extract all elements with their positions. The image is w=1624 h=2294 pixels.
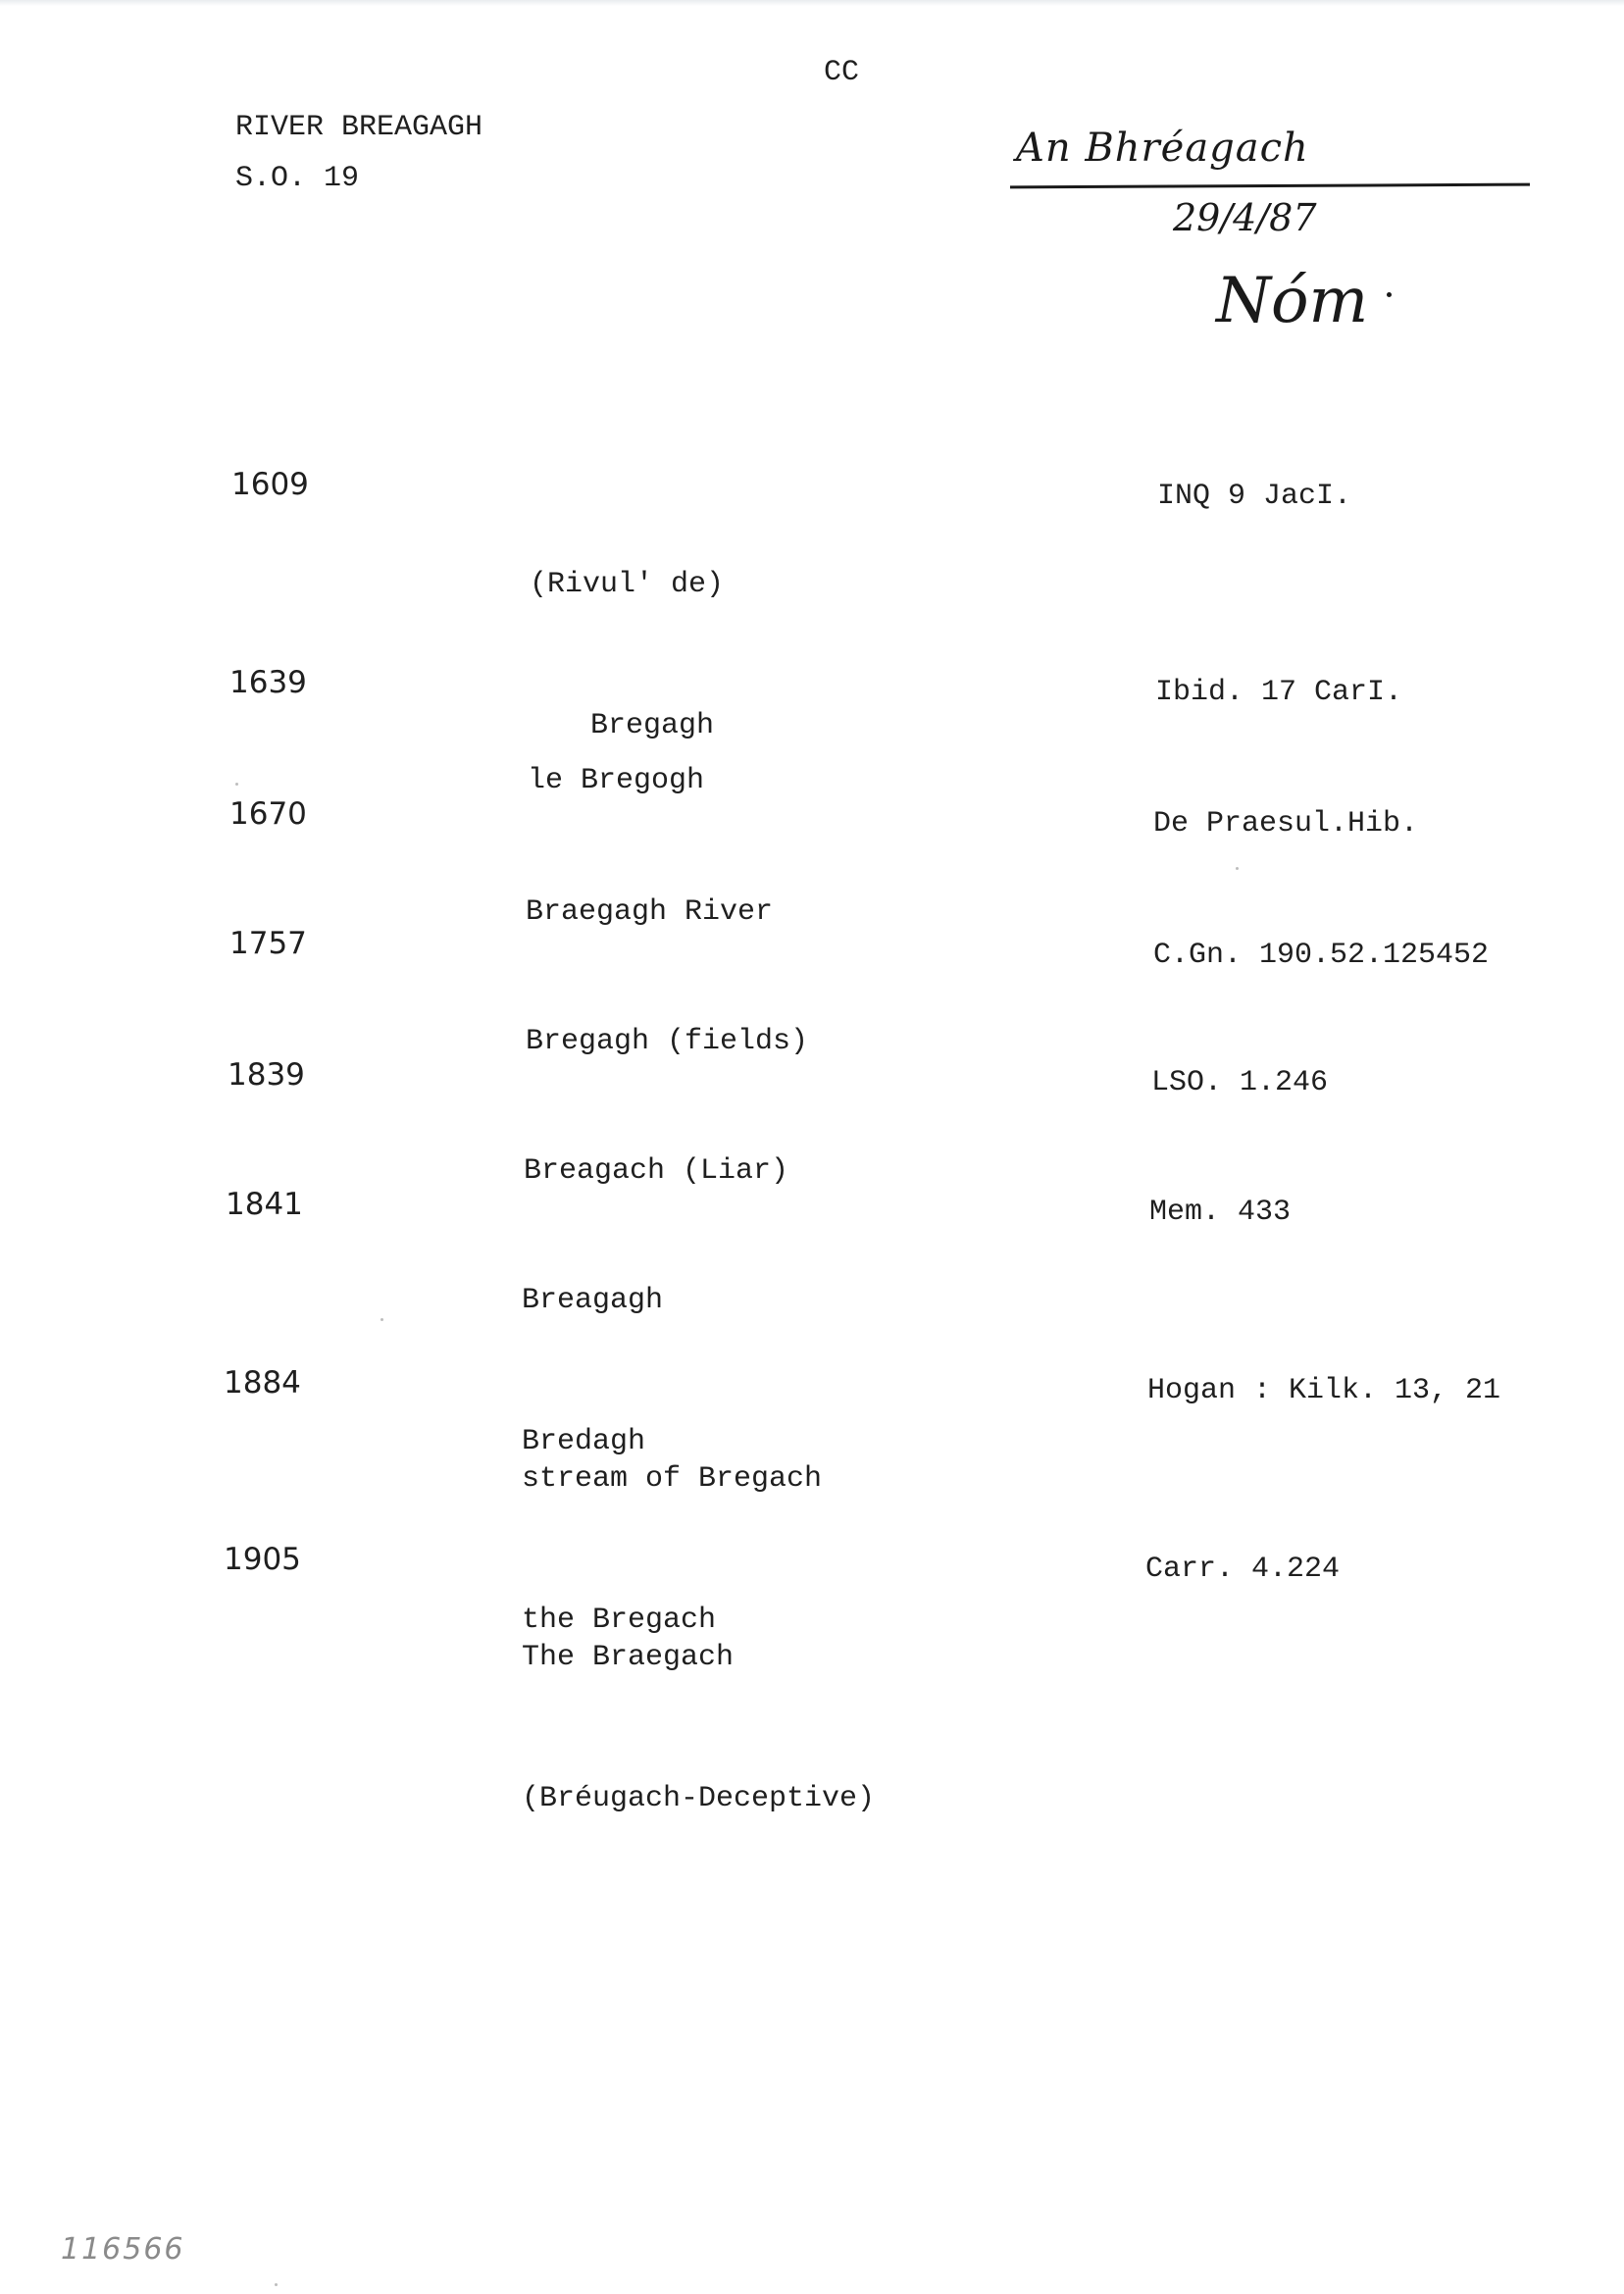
handwritten-underline <box>1010 183 1530 189</box>
entry-name-line: stream of Bregach <box>522 1462 823 1496</box>
entry-year: 1639 <box>229 665 307 700</box>
entry-name-line: (Rivul' de) <box>530 568 725 601</box>
entry-source: Ibid. 17 CarI. <box>1155 676 1403 709</box>
entry-name-line: Breagach (Liar) <box>524 1154 789 1188</box>
entry-source: Carr. 4.224 <box>1145 1553 1341 1586</box>
entry-year: 1839 <box>228 1057 305 1093</box>
scanned-page-edge <box>0 0 1624 6</box>
document-title: RIVER BREAGAGH <box>235 111 483 144</box>
entry-year: 1884 <box>224 1365 301 1401</box>
entry-name-line: le Bregogh <box>528 764 705 797</box>
entry-name-line: Breagagh <box>522 1284 664 1317</box>
entry-name-line: Braegagh River <box>526 895 774 929</box>
scan-speck <box>235 783 238 786</box>
entry-source: LSO. 1.246 <box>1151 1066 1329 1099</box>
entry-year: 1670 <box>229 796 307 832</box>
handwritten-date: 29/4/87 <box>1173 196 1317 239</box>
handwritten-dot <box>1387 292 1392 297</box>
sheet-reference: S.O. 19 <box>235 162 360 195</box>
scan-speck <box>275 2283 278 2286</box>
entry-name-line: Bregagh <box>590 709 715 742</box>
entry-year: 1841 <box>226 1187 303 1222</box>
handwritten-irish-name: An Bhréagach <box>1016 126 1309 171</box>
entry-source: C.Gn. 190.52.125452 <box>1153 939 1490 972</box>
handwritten-initials: Nóm <box>1216 265 1369 337</box>
corner-code: CC <box>824 56 860 89</box>
entry-source: INQ 9 JacI. <box>1157 480 1352 513</box>
entry-name-line: Bregagh (fields) <box>526 1025 809 1058</box>
entry-name-line: Bredagh <box>522 1425 646 1458</box>
scan-speck <box>381 1318 383 1321</box>
scan-speck <box>1236 867 1239 870</box>
entry-year: 1757 <box>229 926 307 961</box>
entry-name-line: (Bréugach-Deceptive) <box>522 1782 876 1815</box>
entry-source: Mem. 433 <box>1149 1196 1292 1229</box>
entry-name-line: The Braegach <box>522 1641 735 1674</box>
entry-name-line: the Bregach <box>522 1604 717 1637</box>
entry-source: Hogan : Kilk. 13, 21 <box>1147 1374 1501 1407</box>
entry-year: 1609 <box>231 467 309 502</box>
entry-source: De Praesul.Hib. <box>1153 807 1419 841</box>
entry-name <box>522 1540 875 1916</box>
archive-stamp-number: 116566 <box>61 2232 185 2267</box>
entry-year: 1905 <box>224 1542 301 1577</box>
